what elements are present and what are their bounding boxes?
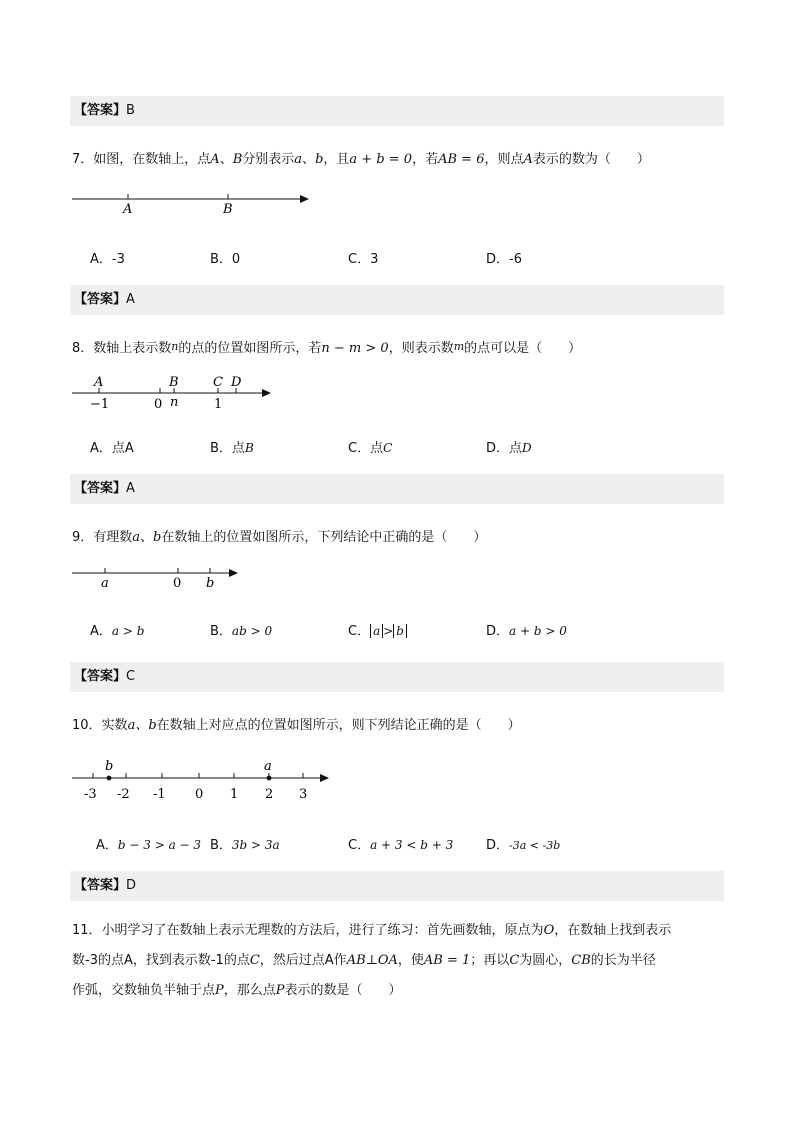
- math: n − m > 0: [321, 341, 389, 356]
- option-letter: B．: [210, 441, 232, 456]
- question-number: 7．: [72, 152, 94, 167]
- option-10-C[interactable]: [348, 834, 453, 853]
- question-11-line-1: [72, 916, 724, 946]
- option-math: 3b > 3a: [231, 838, 280, 852]
- text: 小明学习了在数轴上表示无理数的方法后，进行了练习：首先画数轴，原点为: [101, 923, 544, 938]
- text: 在数轴上的位置如图所示，下列结论中正确的是（ ）: [161, 530, 487, 545]
- text: ，则表示数: [388, 341, 454, 356]
- question-11-line-3: [72, 976, 724, 1006]
- axis-arrow: [300, 195, 309, 203]
- point-a-dot: [267, 776, 272, 781]
- text: ，那么点: [223, 983, 276, 998]
- option-8-D[interactable]: [486, 437, 532, 456]
- text: ，使: [397, 953, 424, 968]
- answer-value: A: [126, 481, 135, 496]
- math: m: [453, 340, 465, 353]
- text: 的长为半径: [590, 953, 656, 968]
- math: a、b: [132, 530, 162, 545]
- option-letter: D．: [486, 624, 510, 639]
- option-letter: C．: [348, 624, 371, 639]
- option-math: ab > 0: [231, 624, 273, 638]
- text: ，则点: [484, 152, 524, 167]
- option-math: a > b: [111, 624, 145, 638]
- answer-bar-6: [70, 96, 724, 126]
- question-10: [72, 714, 521, 733]
- question-number: 10．: [72, 718, 102, 733]
- text: 为圆心，: [519, 953, 572, 968]
- question-7: [72, 148, 650, 167]
- option-text: -6: [509, 252, 522, 267]
- point-b-label: b: [105, 759, 114, 774]
- text: 实数: [101, 718, 128, 733]
- axis-arrow: [320, 774, 329, 782]
- text: ，且: [323, 152, 350, 167]
- option-text: -3: [111, 252, 125, 267]
- tick-label: 1: [230, 787, 239, 802]
- text: 、: [302, 152, 316, 167]
- option-letter: D．: [486, 441, 510, 456]
- answer-value: A: [126, 292, 135, 307]
- text: 的点可以是（ ）: [464, 341, 582, 356]
- math: AB⊥OA: [346, 953, 398, 968]
- math: CB: [571, 953, 591, 968]
- answer-tag: 【答案】: [74, 669, 127, 684]
- answer-bar-8: [70, 474, 724, 504]
- label-0: 0: [173, 576, 182, 591]
- option-7-C[interactable]: [348, 248, 378, 267]
- option-letter: C．: [348, 838, 371, 853]
- answer-value: B: [126, 103, 135, 118]
- math: AB = 1: [423, 953, 471, 968]
- text: 数轴上表示数: [93, 341, 172, 356]
- tick-label: -3: [84, 787, 97, 802]
- axis-arrow: [262, 389, 271, 397]
- text: 如图，在数轴上，点: [93, 152, 211, 167]
- option-7-A[interactable]: [90, 248, 125, 267]
- answer-tag: 【答案】: [74, 103, 127, 118]
- option-text: 3: [370, 252, 379, 267]
- option-math: D: [522, 441, 532, 455]
- answer-bar-7: [70, 285, 724, 315]
- option-7-B[interactable]: [210, 248, 240, 267]
- option-7-D[interactable]: [486, 248, 522, 267]
- option-text: 点A: [111, 441, 134, 456]
- option-math: a + b > 0: [509, 624, 567, 638]
- option-text: 0: [231, 252, 241, 267]
- answer-bar-9: [70, 662, 724, 692]
- option-8-A[interactable]: [90, 437, 134, 456]
- answer-tag: 【答案】: [74, 481, 127, 496]
- text: ，若: [412, 152, 439, 167]
- math: A: [523, 152, 533, 167]
- math: a、b: [127, 718, 157, 733]
- option-9-A[interactable]: [90, 620, 144, 639]
- text: ；再以: [470, 953, 510, 968]
- tick-label: 2: [265, 787, 274, 802]
- math: a + b = 0: [349, 152, 413, 167]
- math: C: [509, 953, 520, 968]
- text: 分别表示: [242, 152, 295, 167]
- text: 表示的数是（ ）: [284, 983, 402, 998]
- number-line-q10: [68, 756, 336, 806]
- option-letter: A．: [90, 252, 112, 267]
- option-10-A[interactable]: [96, 834, 201, 853]
- math: b: [315, 152, 324, 167]
- number-line-q7: [68, 188, 318, 220]
- question-number: 8．: [72, 341, 94, 356]
- abs-b: b: [393, 624, 407, 638]
- axis-arrow: [229, 569, 238, 577]
- text: 的点的位置如图所示，若: [178, 341, 322, 356]
- math: A: [210, 152, 220, 167]
- math: B: [232, 152, 243, 167]
- text: 在数轴上对应点的位置如图所示，则下列结论正确的是（ ）: [156, 718, 521, 733]
- question-11-line-2: [72, 946, 724, 976]
- tick-label: -1: [153, 787, 166, 802]
- label-A: A: [123, 202, 133, 217]
- tick-label: -2: [117, 787, 130, 802]
- math: a: [294, 152, 303, 167]
- question-number: 11．: [72, 923, 102, 938]
- question-9: [72, 526, 486, 545]
- option-8-B[interactable]: [210, 437, 254, 456]
- math: P: [215, 983, 224, 998]
- option-letter: C．: [348, 441, 371, 456]
- answer-tag: 【答案】: [74, 292, 127, 307]
- tick-label-0: 0: [154, 397, 163, 411]
- point-B: B: [169, 375, 179, 390]
- point-A: A: [94, 375, 104, 390]
- option-9-D[interactable]: [486, 620, 567, 639]
- point-C: C: [213, 375, 223, 390]
- label-a: a: [101, 576, 109, 591]
- option-math: a + 3 < b + 3: [370, 838, 454, 852]
- text: 数-3的点A，找到表示数-1的点: [72, 953, 250, 968]
- text: 、: [219, 152, 233, 167]
- option-text: 点: [509, 441, 523, 456]
- option-letter: D．: [486, 838, 510, 853]
- point-a-label: a: [264, 759, 272, 774]
- answer-value: C: [126, 669, 136, 684]
- math: O: [543, 923, 555, 938]
- tick-label: 0: [195, 787, 204, 802]
- math: C: [249, 953, 260, 968]
- text: ，在数轴上找到表示: [554, 923, 672, 938]
- option-9-B[interactable]: [210, 620, 272, 639]
- tick-label-neg1: −1: [90, 397, 110, 411]
- text: 作弧，交数轴负半轴于点: [72, 983, 216, 998]
- abs-a: a: [370, 624, 383, 638]
- option-8-C[interactable]: [348, 437, 392, 456]
- tick-label: 3: [299, 787, 308, 802]
- option-letter: B．: [210, 838, 232, 853]
- label-b: b: [206, 576, 215, 591]
- option-math: B: [244, 441, 254, 455]
- option-text: 点: [231, 441, 245, 456]
- option-math: C: [383, 441, 393, 455]
- option-math: -3a < -3b: [509, 839, 561, 852]
- question-8: [72, 337, 581, 356]
- label-B: B: [223, 202, 233, 217]
- option-letter: B．: [210, 252, 232, 267]
- option-letter: B．: [210, 624, 232, 639]
- point-b-dot: [107, 776, 112, 781]
- option-letter: A．: [96, 838, 118, 853]
- option-letter: A．: [90, 624, 112, 639]
- tick-label-n: n: [170, 395, 179, 410]
- number-line-q8: [68, 371, 278, 411]
- option-letter: A．: [90, 441, 112, 456]
- gt-sign: >: [383, 624, 394, 638]
- option-letter: C．: [348, 252, 371, 267]
- answer-value: D: [126, 878, 137, 893]
- text: 有理数: [93, 530, 133, 545]
- option-text: 点: [370, 441, 384, 456]
- option-math: b − 3 > a − 3: [117, 838, 202, 852]
- point-D: D: [231, 375, 242, 390]
- math: AB = 6: [438, 152, 485, 167]
- question-number: 9．: [72, 530, 94, 545]
- math: n: [171, 340, 179, 353]
- math: P: [275, 983, 285, 998]
- option-9-C[interactable]: [348, 620, 407, 639]
- option-10-B[interactable]: [210, 834, 280, 853]
- answer-bar-10: [70, 871, 724, 901]
- tick-label-1: 1: [214, 397, 223, 411]
- question-11: [72, 916, 724, 1006]
- text: ，然后过点A作: [259, 953, 347, 968]
- answer-tag: 【答案】: [74, 878, 127, 893]
- option-10-D[interactable]: [486, 834, 560, 853]
- option-letter: D．: [486, 252, 510, 267]
- text: 表示的数为（ ）: [532, 152, 650, 167]
- number-line-q9: [68, 563, 244, 593]
